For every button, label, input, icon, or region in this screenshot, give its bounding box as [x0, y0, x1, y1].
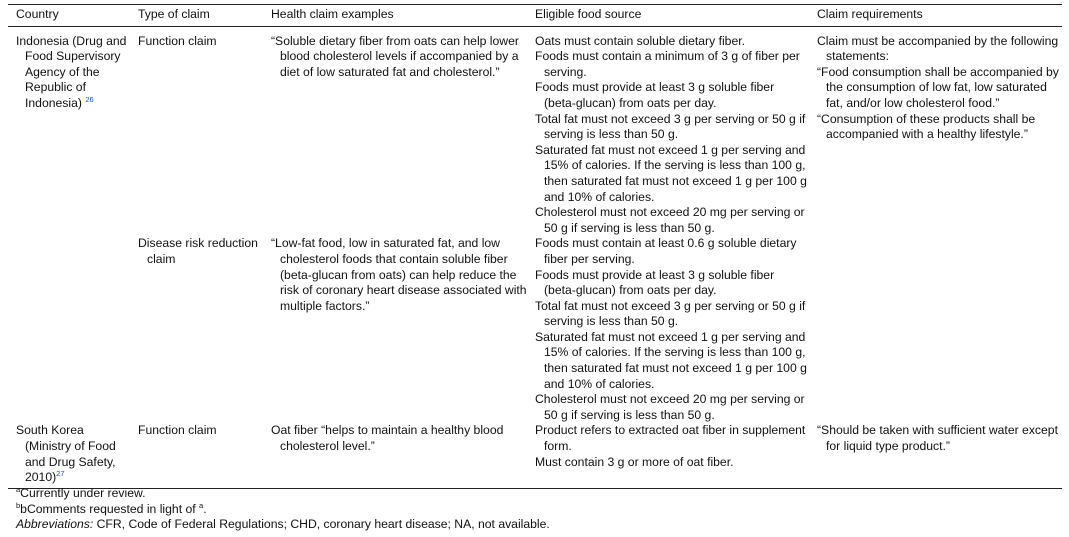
table-header-row — [8, 5, 1062, 27]
footnote-b-mark: b — [16, 500, 21, 510]
requirement-item: “Should be taken with sufficient water except for liquid type product.” — [817, 423, 1058, 454]
source-cell — [527, 26, 809, 236]
country-cell — [8, 236, 130, 423]
claim-example: “Soluble dietary fiber from oats can help lower blood cholesterol levels if accompanied by a diet of low saturated fat and cholesterol.” — [271, 33, 519, 79]
source-item: Saturated fat must not exceed 1 g per serving and 15% of calories. If the serving is less than 100 g, then saturated fat must not exceed 1 g per 100 g and 10% of calories. — [535, 142, 807, 204]
source-item: Total fat must not exceed 3 g per serving or 50 g if serving is less than 50 g. — [535, 111, 806, 142]
footnote-b: $^b$bComments requested in light of $^a$. — [16, 500, 207, 516]
requirements-cell — [809, 26, 1062, 236]
country-cell — [8, 26, 130, 236]
health-claims-table — [8, 4, 1062, 489]
claim-type: Function claim — [138, 423, 217, 438]
requirement-item: “Consumption of these products shall be accompanied with a healthy lifestyle.” — [817, 111, 1036, 142]
claim-example: “Low-fat food, low in saturated fat, and low cholesterol foods that contain soluble fiber (beta-glucan from oats) can help reduce the risk of coronary heart disease associated with multiple factors.” — [271, 236, 527, 313]
claim-type: Disease risk reduction claim — [138, 236, 258, 266]
country-cell — [8, 423, 130, 488]
source-item: Product refers to extracted oat fiber in supplement form. — [535, 423, 806, 454]
source-item: Foods must contain a minimum of 3 g of fiber per serving. — [535, 49, 800, 79]
requirement-item: Claim must be accompanied by the following statements: — [817, 33, 1059, 64]
example-cell — [263, 423, 527, 488]
header-eligible-food-source: Eligible food source — [527, 5, 809, 27]
footnote-b-ref: a — [199, 500, 204, 510]
country-name: Indonesia (Drug and Food Supervisory Agency of the Republic of Indonesia) — [16, 33, 127, 110]
table-row — [8, 26, 1062, 236]
source-item: Foods must provide at least 3 g soluble fiber (beta-glucan) from oats per day. — [535, 267, 775, 298]
source-item: Cholesterol must not exceed 20 mg per serving or 50 g if serving is less than 50 g. — [535, 205, 805, 235]
source-item: Foods must contain at least 0.6 g soluble dietary fiber per serving. — [535, 236, 797, 266]
header-health-claim-examples: Health claim examples — [263, 5, 527, 27]
source-item: Saturated fat must not exceed 1 g per serving and 15% of calories. If the serving is less than 100 g, then saturated fat must not exceed 1 g per 100 g and 10% of calories. — [535, 329, 807, 391]
source-cell — [527, 236, 809, 423]
requirement-item: “Food consumption shall be accompanied by the consumption of low fat, low saturated fat, and/or low cholesterol food.” — [817, 64, 1059, 110]
claim-type: Function claim — [138, 33, 217, 48]
table-footnotes — [16, 486, 550, 533]
country-name: South Korea (Ministry of Food and Drug Safety, 2010) — [16, 423, 116, 485]
source-item: Must contain 3 g or more of oat fiber. — [535, 454, 734, 469]
header-country: Country — [8, 5, 130, 27]
source-item: Cholesterol must not exceed 20 mg per serving or 50 g if serving is less than 50 g. — [535, 392, 805, 422]
source-cell — [527, 423, 809, 488]
table-row — [8, 423, 1062, 488]
claim-type-cell — [130, 26, 263, 236]
example-cell — [263, 26, 527, 236]
example-cell — [263, 236, 527, 423]
claim-example: Oat fiber “helps to maintain a healthy blood cholesterol level.” — [271, 423, 504, 454]
source-item: Total fat must not exceed 3 g per serving or 50 g if serving is less than 50 g. — [535, 298, 806, 329]
requirements-cell — [809, 236, 1062, 423]
claim-type-cell — [130, 423, 263, 488]
abbreviations-note: Abbreviations: CFR, Code of Federal Regulations; CHD, coronary heart disease; NA, not available. — [16, 517, 550, 532]
footnote-a: $^a$Currently under review. — [16, 485, 146, 500]
source-item: Oats must contain soluble dietary fiber. — [535, 33, 746, 48]
requirements-cell — [809, 423, 1062, 488]
table-row — [8, 236, 1062, 423]
reference-link-27[interactable]: 27 — [56, 469, 65, 479]
reference-link-26[interactable]: 26 — [85, 94, 94, 104]
source-item: Foods must provide at least 3 g soluble fiber (beta-glucan) from oats per day. — [535, 80, 775, 110]
footnote-a-mark: a — [16, 485, 21, 494]
header-claim-requirements: Claim requirements — [809, 5, 1062, 27]
claim-type-cell — [130, 236, 263, 423]
header-type-of-claim: Type of claim — [130, 5, 263, 27]
